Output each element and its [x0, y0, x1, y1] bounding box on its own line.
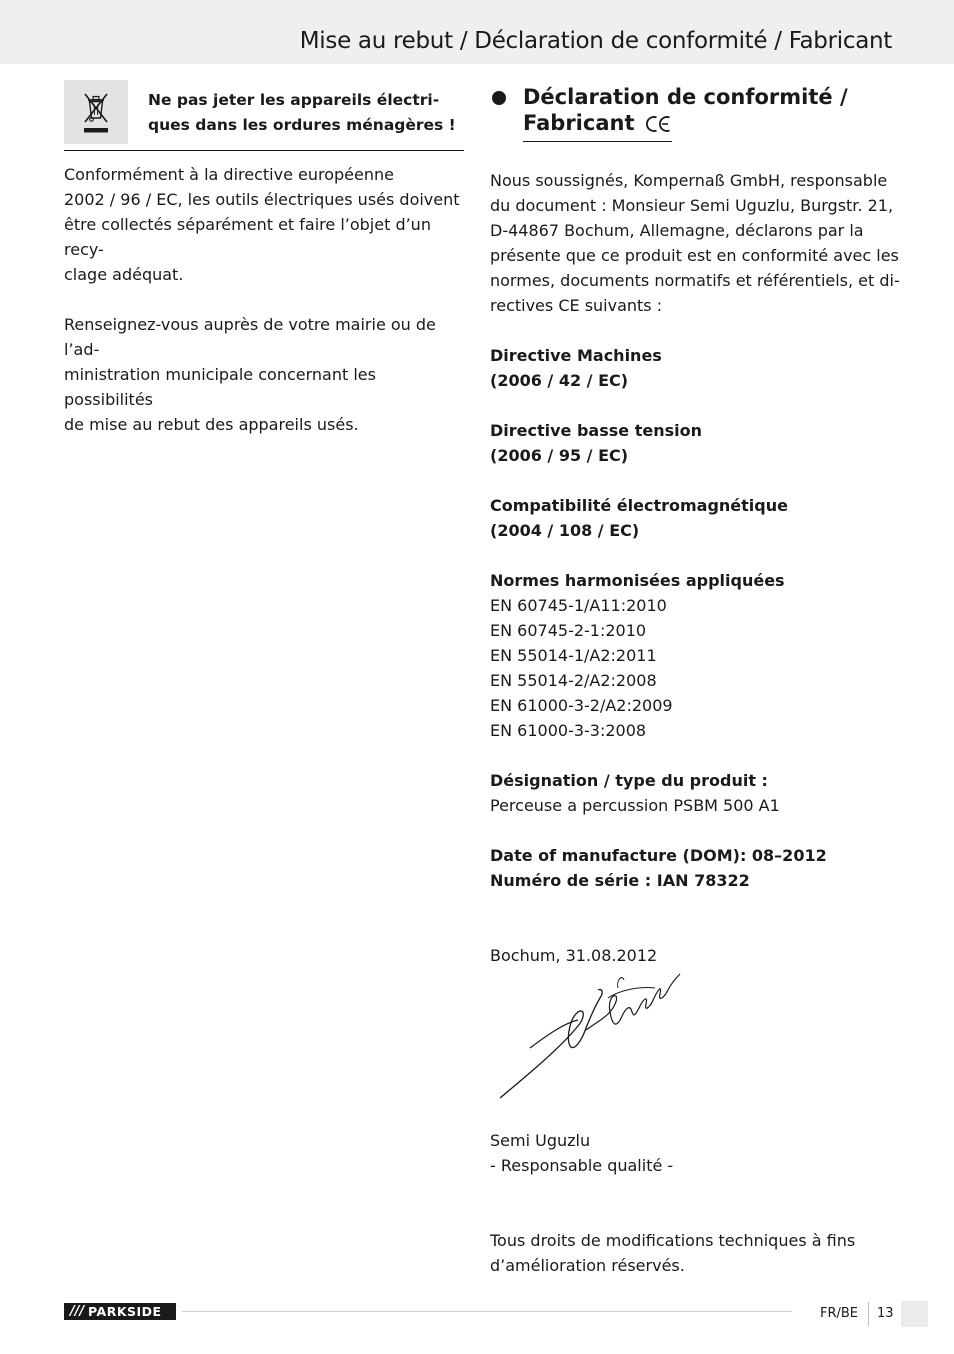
text-line: d’amélioration réservés.: [490, 1256, 685, 1275]
warning-line: ques dans les ordures ménagères !: [148, 116, 456, 134]
text-line: être collectés séparément et faire l’objet d’un recy-: [64, 215, 431, 259]
serial-line: Numéro de série : IAN 78322: [490, 871, 750, 890]
page-tab-box: [901, 1301, 928, 1327]
text-line: Compatibilité électromagnétique: [490, 496, 788, 515]
logo-text: PARKSIDE: [88, 1304, 162, 1319]
product-label: Désignation / type du produit :: [490, 771, 768, 790]
text-line: rectives CE suivants :: [490, 296, 663, 315]
footer-divider: [182, 1311, 792, 1312]
text-line: Tous droits de modifications techniques à fins: [490, 1231, 856, 1250]
text-line: (2004 / 108 / EC): [490, 521, 640, 540]
standard-item: EN 55014-2/A2:2008: [490, 671, 657, 690]
heading-line: [523, 110, 672, 142]
language-code: FR/BE: [820, 1306, 859, 1321]
text-line: Nous soussignés, Kompernaß GmbH, responsable: [490, 171, 888, 190]
crossed-out-bin-icon: [64, 80, 128, 144]
text-line: ministration municipale concernant les possibilités: [64, 365, 376, 409]
warning-line: Ne pas jeter les appareils électri-: [148, 91, 440, 109]
declaration-section: [490, 84, 900, 1278]
text-line: (2006 / 42 / EC): [490, 371, 629, 390]
disposal-warning: [64, 80, 464, 144]
divider: [64, 150, 464, 151]
dom-line: Date of manufacture (DOM): 08–2012: [490, 846, 827, 865]
text-line: D-44867 Bochum, Allemagne, déclarons par la: [490, 221, 864, 240]
signer-role: - Responsable qualité -: [490, 1156, 674, 1175]
product-designation: [490, 768, 900, 818]
parkside-logo: [64, 1303, 176, 1320]
text-line: (2006 / 95 / EC): [490, 446, 629, 465]
directive-low-voltage: [490, 418, 900, 468]
text-line: de mise au rebut des appareils usés.: [64, 415, 359, 434]
signer-name: Semi Uguzlu: [490, 1131, 591, 1150]
directive-emc: [490, 493, 900, 543]
disposal-section: [64, 80, 464, 437]
text-line: présente que ce produit est en conformité avec les: [490, 246, 899, 265]
page-number: 13: [877, 1306, 894, 1321]
logo-slashes: ///: [70, 1304, 85, 1319]
heading-line: Déclaration de conformité /: [523, 85, 848, 109]
standard-item: EN 61000-3-3:2008: [490, 721, 647, 740]
product-value: Perceuse a percussion PSBM 500 A1: [490, 796, 780, 815]
bullet-icon: [492, 91, 506, 105]
place-date: Bochum, 31.08.2012: [490, 946, 658, 965]
standards-list: [490, 568, 900, 743]
ce-mark-icon: [646, 113, 672, 139]
text-line: du document : Monsieur Semi Uguzlu, Burgstr. 21,: [490, 196, 894, 215]
disposal-paragraph: [64, 162, 464, 287]
signer: [490, 1128, 900, 1178]
text-line: 2002 / 96 / EC, les outils électriques usés doivent: [64, 190, 460, 209]
declaration-intro: [490, 168, 900, 318]
manufacture-info: [490, 843, 900, 893]
text-line: Conformément à la directive européenne: [64, 165, 394, 184]
standard-item: EN 60745-1/A11:2010: [490, 596, 667, 615]
text-line: normes, documents normatifs et référentiels, et di-: [490, 271, 900, 290]
standard-item: EN 55014-1/A2:2011: [490, 646, 657, 665]
standard-item: EN 61000-3-2/A2:2009: [490, 696, 673, 715]
signature: [490, 968, 900, 1118]
text-line: Directive basse tension: [490, 421, 702, 440]
text-line: clage adéquat.: [64, 265, 184, 284]
standards-title: Normes harmonisées appliquées: [490, 571, 785, 590]
footer-separator: [868, 1302, 869, 1326]
heading-text: Fabricant: [523, 111, 635, 135]
standard-item: EN 60745-2-1:2010: [490, 621, 647, 640]
text-line: Directive Machines: [490, 346, 662, 365]
page-title: Mise au rebut / Déclaration de conformité / Fabricant: [299, 28, 892, 54]
disposal-paragraph: [64, 312, 464, 437]
disposal-warning-text: [148, 88, 464, 138]
section-heading: [490, 84, 900, 142]
directive-machines: [490, 343, 900, 393]
text-line: Renseignez-vous auprès de votre mairie ou de l’ad-: [64, 315, 436, 359]
closing-note: [490, 1228, 900, 1278]
